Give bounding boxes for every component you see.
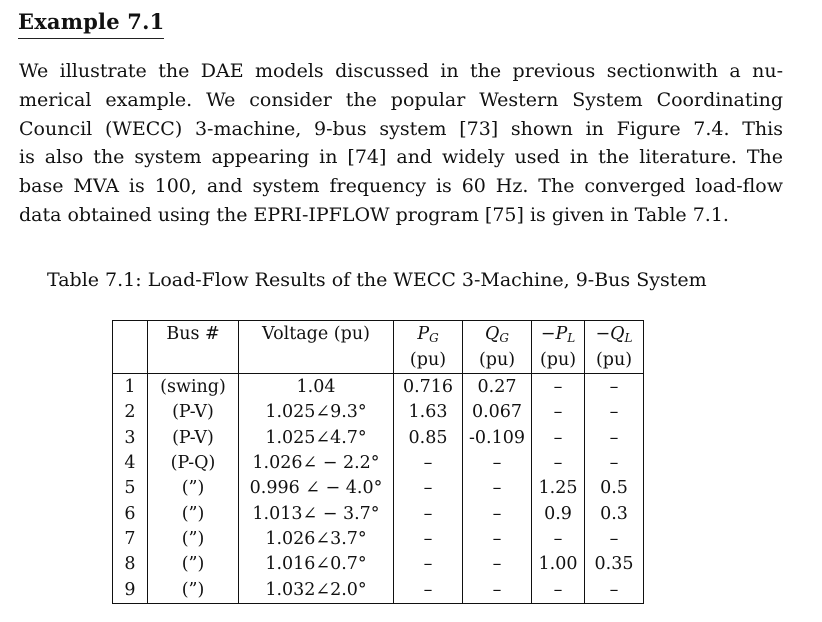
bus-number-cell: 8 <box>113 552 148 577</box>
bus-type-cell: (”) <box>148 552 239 577</box>
header-pl: $-P_L$ <box>532 321 585 350</box>
example-paragraph <box>19 57 783 230</box>
ql-value-cell: 0.35 <box>585 552 644 577</box>
qg-value-cell: 0.067 <box>463 400 532 425</box>
bus-type-cell: (”) <box>148 476 239 501</box>
qg-value-cell: – <box>463 501 532 526</box>
ql-value-cell: – <box>585 426 644 451</box>
header-pl-unit: (pu) <box>532 349 585 374</box>
voltage-cell: 1.013∠ − 3.7° <box>239 501 394 526</box>
paragraph-line: Council (WECC) 3-machine, 9-bus system [73] shown in Figure 7.4. This <box>19 117 783 140</box>
header-ql-unit: (pu) <box>585 349 644 374</box>
voltage-cell: 1.025∠9.3° <box>239 400 394 425</box>
pl-value-cell: – <box>532 527 585 552</box>
ql-value-cell: 0.5 <box>585 476 644 501</box>
table-row <box>113 426 644 451</box>
bus-type-cell: (P-Q) <box>148 451 239 476</box>
pl-value-cell: – <box>532 451 585 476</box>
voltage-cell: 1.026∠ − 2.2° <box>239 451 394 476</box>
voltage-cell: 1.032∠2.0° <box>239 577 394 603</box>
ql-value-cell: – <box>585 577 644 603</box>
header-index <box>113 321 148 350</box>
voltage-cell: 1.04 <box>239 374 394 401</box>
bus-type-cell: (”) <box>148 501 239 526</box>
paragraph-line: merical example. We consider the popular Western System Coordinating <box>19 88 783 111</box>
ql-value-cell: – <box>585 400 644 425</box>
qg-value-cell: – <box>463 451 532 476</box>
pg-value-cell: – <box>394 552 463 577</box>
voltage-cell: 1.025∠4.7° <box>239 426 394 451</box>
qg-value-cell: 0.27 <box>463 374 532 401</box>
ql-value-cell: – <box>585 374 644 401</box>
bus-number-cell: 7 <box>113 527 148 552</box>
bus-number-cell: 3 <box>113 426 148 451</box>
bus-type-cell: (P-V) <box>148 400 239 425</box>
pl-value-cell: 1.00 <box>532 552 585 577</box>
pl-value-cell: – <box>532 577 585 603</box>
header-pg: $P_G$ <box>394 321 463 350</box>
bus-number-cell: 2 <box>113 400 148 425</box>
bus-type-cell: (”) <box>148 527 239 552</box>
bus-type-cell: (”) <box>148 577 239 603</box>
voltage-cell: 0.996 ∠ − 4.0° <box>239 476 394 501</box>
pg-value-cell: – <box>394 501 463 526</box>
table-row <box>113 527 644 552</box>
pl-value-cell: – <box>532 426 585 451</box>
pg-value-cell: – <box>394 527 463 552</box>
pl-value-cell: 0.9 <box>532 501 585 526</box>
table-caption: Table 7.1: Load-Flow Results of the WECC 3-Machine, 9-Bus System <box>47 269 707 291</box>
qg-value-cell: – <box>463 527 532 552</box>
table-row <box>113 552 644 577</box>
pg-value-cell: – <box>394 451 463 476</box>
paragraph-line: data obtained using the EPRI-IPFLOW program [75] is given in Table 7.1. <box>19 203 729 226</box>
qg-value-cell: – <box>463 577 532 603</box>
pg-value-cell: – <box>394 577 463 603</box>
paragraph-line: We illustrate the DAE models discussed in the previous sectionwith a nu- <box>19 60 783 82</box>
table-row <box>113 374 644 401</box>
pg-value-cell: – <box>394 476 463 501</box>
header-pg-unit: (pu) <box>394 349 463 374</box>
bus-number-cell: 9 <box>113 577 148 603</box>
ql-value-cell: – <box>585 451 644 476</box>
bus-number-cell: 4 <box>113 451 148 476</box>
table-row <box>113 577 644 603</box>
pl-value-cell: – <box>532 400 585 425</box>
header-ql: $-Q_L$ <box>585 321 644 350</box>
bus-type-cell: (swing) <box>148 374 239 401</box>
pg-value-cell: 0.716 <box>394 374 463 401</box>
voltage-cell: 1.016∠0.7° <box>239 552 394 577</box>
voltage-cell: 1.026∠3.7° <box>239 527 394 552</box>
pg-value-cell: 1.63 <box>394 400 463 425</box>
qg-value-cell: -0.109 <box>463 426 532 451</box>
ql-value-cell: – <box>585 527 644 552</box>
table-row <box>113 400 644 425</box>
qg-value-cell: – <box>463 552 532 577</box>
qg-value-cell: – <box>463 476 532 501</box>
table-row <box>113 476 644 501</box>
header-voltage: Voltage (pu) <box>239 321 394 350</box>
header-qg-unit: (pu) <box>463 349 532 374</box>
pl-value-cell: 1.25 <box>532 476 585 501</box>
load-flow-table <box>112 320 644 604</box>
paragraph-line: is also the system appearing in [74] and widely used in the literature. The <box>19 146 783 169</box>
pg-value-cell: 0.85 <box>394 426 463 451</box>
bus-number-cell: 6 <box>113 501 148 526</box>
table-row <box>113 451 644 476</box>
ql-value-cell: 0.3 <box>585 501 644 526</box>
paragraph-line: base MVA is 100, and system frequency is 60 Hz. The converged load-flow <box>19 175 783 198</box>
pl-value-cell: – <box>532 374 585 401</box>
header-qg: $Q_G$ <box>463 321 532 350</box>
header-bus: Bus # <box>148 321 239 350</box>
bus-number-cell: 5 <box>113 476 148 501</box>
table-body <box>113 374 644 604</box>
table-row <box>113 501 644 526</box>
bus-type-cell: (P-V) <box>148 426 239 451</box>
example-heading: Example 7.1 <box>18 9 164 39</box>
bus-number-cell: 1 <box>113 374 148 401</box>
